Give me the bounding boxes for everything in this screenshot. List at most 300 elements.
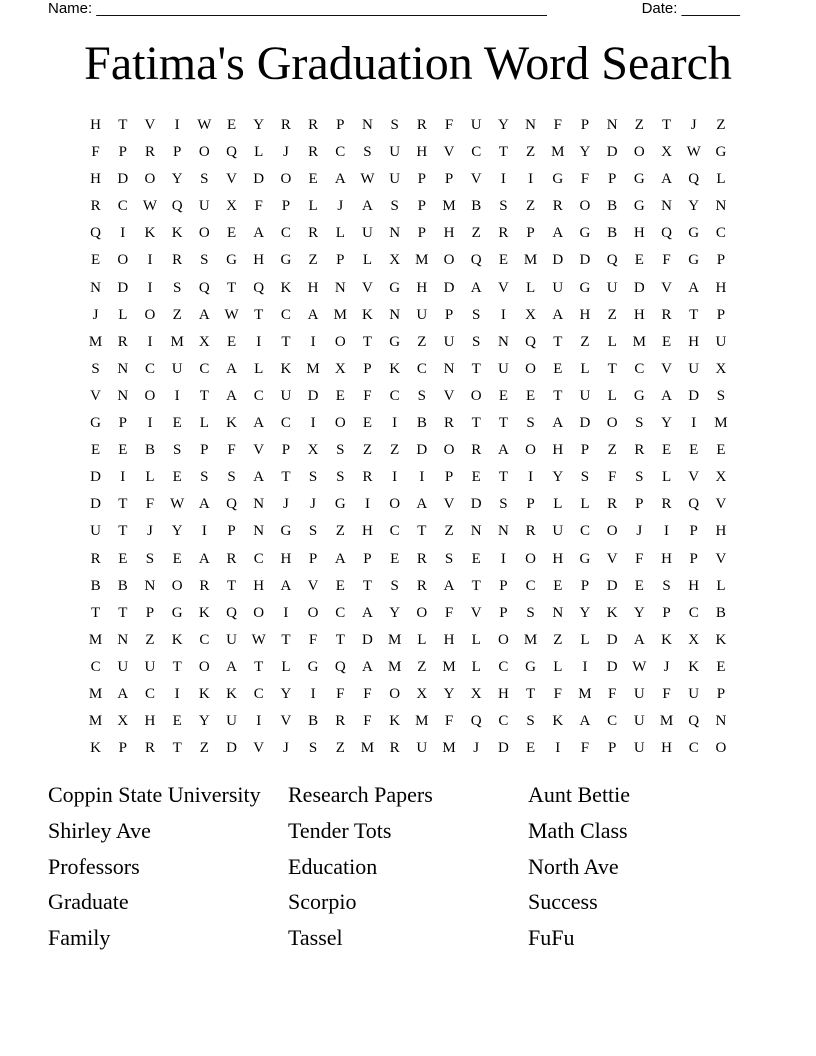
- grid-cell: F: [444, 117, 454, 133]
- word-list-item: Professors: [48, 853, 140, 879]
- grid-cell: A: [198, 496, 210, 513]
- grid-cell: P: [444, 306, 454, 323]
- grid-cell: G: [226, 252, 237, 269]
- grid-cell: I: [147, 415, 153, 432]
- grid-cell: H: [253, 252, 265, 269]
- grid-cell: P: [607, 740, 617, 757]
- grid-cell: P: [118, 740, 127, 757]
- grid-cell: R: [471, 442, 482, 459]
- grid-cell: U: [117, 658, 129, 675]
- grid-cell: K: [198, 604, 210, 621]
- grid-cell: E: [308, 171, 318, 188]
- grid-cell: L: [335, 225, 345, 242]
- grid-cell: R: [498, 225, 509, 242]
- grid-cell: S: [472, 306, 481, 323]
- grid-cell: M: [442, 198, 456, 215]
- grid-cell: C: [471, 144, 482, 161]
- grid-cell: U: [579, 387, 591, 404]
- grid-cell: A: [226, 387, 237, 404]
- grid-cell: U: [389, 171, 401, 188]
- grid-cell: E: [172, 550, 182, 567]
- grid-cell: T: [498, 469, 508, 486]
- grid-cell: I: [500, 171, 506, 188]
- grid-cell: R: [172, 252, 183, 269]
- grid-cell: P: [172, 144, 182, 161]
- grid-cell: N: [606, 117, 618, 133]
- grid-cell: U: [552, 279, 564, 296]
- grid-cell: A: [579, 713, 591, 730]
- grid-cell: T: [281, 469, 291, 486]
- grid-cell: G: [633, 171, 645, 188]
- grid-cell: S: [662, 577, 671, 594]
- grid-cell: O: [198, 144, 210, 161]
- grid-cell: C: [607, 713, 618, 730]
- grid-cell: V: [362, 279, 373, 296]
- grid-cell: F: [607, 685, 617, 702]
- grid-cell: P: [363, 550, 372, 567]
- grid-cell: H: [661, 740, 672, 757]
- grid-cell: C: [498, 713, 509, 730]
- grid-cell: O: [307, 604, 319, 621]
- grid-cell: M: [415, 713, 429, 730]
- grid-cell: R: [661, 306, 672, 323]
- grid-cell: T: [553, 387, 563, 404]
- grid-cell: S: [145, 550, 155, 567]
- grid-cell: I: [201, 523, 207, 540]
- grid-cell: W: [632, 658, 647, 675]
- grid-cell: R: [416, 577, 427, 594]
- grid-cell: Y: [661, 415, 672, 432]
- grid-cell: C: [253, 387, 264, 404]
- grid-cell: F: [363, 685, 372, 702]
- grid-cell: P: [526, 496, 535, 513]
- grid-cell: U: [688, 360, 700, 377]
- grid-cell: D: [117, 171, 129, 188]
- grid-cell: G: [280, 252, 292, 269]
- grid-cell: O: [334, 333, 346, 350]
- grid-cell: D: [307, 387, 319, 404]
- grid-cell: O: [144, 171, 156, 188]
- grid-cell: Z: [145, 631, 155, 648]
- grid-cell: D: [117, 279, 129, 296]
- grid-cell: C: [389, 387, 400, 404]
- grid-cell: A: [661, 387, 672, 404]
- grid-cell: L: [716, 577, 726, 594]
- grid-cell: V: [497, 279, 509, 296]
- grid-cell: G: [389, 279, 401, 296]
- grid-cell: O: [416, 604, 428, 621]
- grid-cell: R: [661, 496, 672, 513]
- grid-cell: K: [144, 225, 156, 242]
- grid-cell: H: [443, 225, 455, 242]
- grid-cell: M: [333, 306, 347, 323]
- grid-cell: P: [118, 144, 127, 161]
- grid-cell: A: [334, 171, 346, 188]
- grid-cell: N: [497, 523, 509, 540]
- grid-cell: E: [471, 550, 481, 567]
- grid-cell: V: [443, 387, 455, 404]
- grid-cell: P: [227, 523, 236, 540]
- grid-cell: O: [389, 685, 401, 702]
- grid-cell: S: [227, 469, 236, 486]
- grid-cell: S: [635, 469, 644, 486]
- grid-cell: L: [254, 360, 264, 377]
- grid-cell: F: [444, 604, 454, 621]
- grid-cell: A: [416, 496, 428, 513]
- grid-cell: B: [117, 577, 128, 594]
- grid-cell: C: [144, 360, 155, 377]
- grid-cell: P: [336, 252, 345, 269]
- grid-cell: L: [308, 198, 318, 215]
- grid-cell: J: [473, 740, 480, 757]
- grid-cell: X: [661, 144, 672, 161]
- grid-cell: A: [253, 225, 265, 242]
- grid-cell: C: [117, 198, 128, 215]
- grid-cell: C: [715, 225, 726, 242]
- grid-cell: H: [416, 279, 428, 296]
- grid-cell: U: [416, 740, 428, 757]
- grid-cell: P: [118, 415, 127, 432]
- grid-cell: O: [497, 631, 509, 648]
- grid-cell: Y: [389, 604, 401, 621]
- grid-cell: E: [390, 550, 400, 567]
- grid-cell: R: [389, 740, 400, 757]
- grid-cell: P: [200, 442, 209, 459]
- grid-cell: P: [363, 360, 372, 377]
- grid-cell: O: [334, 415, 346, 432]
- grid-cell: X: [715, 360, 727, 377]
- grid-cell: M: [88, 333, 103, 350]
- grid-cell: Y: [280, 685, 292, 702]
- word-list-item: Shirley Ave: [48, 817, 151, 843]
- grid-cell: P: [689, 550, 698, 567]
- grid-cell: Z: [362, 442, 373, 459]
- grid-cell: K: [688, 658, 700, 675]
- grid-cell: W: [360, 171, 375, 188]
- grid-cell: K: [606, 604, 618, 621]
- grid-cell: A: [633, 631, 645, 648]
- grid-cell: M: [88, 713, 103, 730]
- grid-cell: M: [442, 658, 456, 675]
- word-list: [48, 779, 768, 958]
- grid-cell: V: [688, 469, 700, 486]
- grid-cell: Z: [444, 523, 454, 540]
- grid-cell: U: [226, 713, 237, 730]
- grid-cell: M: [88, 685, 103, 702]
- grid-cell: S: [308, 469, 318, 486]
- grid-cell: J: [282, 740, 289, 757]
- grid-cell: F: [580, 740, 590, 757]
- grid-cell: F: [145, 496, 155, 513]
- grid-cell: T: [226, 279, 237, 296]
- grid-cell: Y: [171, 523, 183, 540]
- grid-cell: N: [552, 604, 564, 621]
- grid-cell: E: [362, 415, 373, 432]
- grid-cell: A: [226, 658, 237, 675]
- grid-cell: U: [443, 333, 455, 350]
- grid-cell: G: [579, 279, 591, 296]
- grid-cell: V: [715, 550, 727, 567]
- grid-cell: J: [663, 658, 670, 675]
- grid-cell: Q: [661, 225, 672, 242]
- grid-cell: M: [714, 415, 728, 432]
- grid-cell: F: [336, 685, 345, 702]
- grid-cell: T: [254, 306, 264, 323]
- grid-cell: I: [256, 713, 262, 730]
- grid-cell: G: [715, 144, 727, 161]
- grid-cell: H: [280, 550, 292, 567]
- grid-cell: P: [308, 550, 318, 567]
- grid-cell: R: [552, 198, 563, 215]
- grid-cell: K: [552, 713, 564, 730]
- grid-cell: S: [363, 144, 372, 161]
- grid-cell: L: [281, 658, 291, 675]
- grid-cell: A: [198, 306, 210, 323]
- grid-cell: I: [500, 306, 506, 323]
- letter-grid: [82, 112, 734, 762]
- grid-cell: T: [661, 117, 672, 133]
- grid-cell: H: [688, 333, 700, 350]
- grid-cell: W: [251, 631, 266, 648]
- grid-cell: K: [715, 631, 727, 648]
- grid-cell: U: [226, 631, 237, 648]
- grid-cell: K: [280, 279, 292, 296]
- word-list-item: Aunt Bettie: [528, 782, 631, 807]
- grid-cell: A: [362, 604, 373, 621]
- word-list-item: Research Papers: [288, 782, 433, 807]
- grid-cell: T: [362, 577, 373, 594]
- grid-cell: E: [716, 442, 726, 459]
- grid-cell: Q: [688, 496, 700, 513]
- grid-cell: A: [362, 198, 373, 215]
- grid-cell: S: [172, 442, 182, 459]
- grid-cell: J: [310, 496, 317, 513]
- grid-cell: G: [171, 604, 183, 621]
- grid-cell: P: [662, 604, 671, 621]
- grid-cell: C: [389, 523, 400, 540]
- grid-cell: U: [198, 198, 210, 215]
- grid-cell: Q: [688, 171, 700, 188]
- grid-cell: I: [582, 658, 588, 675]
- grid-cell: L: [607, 387, 617, 404]
- grid-cell: Q: [198, 279, 210, 296]
- grid-cell: Q: [226, 604, 237, 621]
- grid-cell: U: [715, 333, 727, 350]
- grid-cell: U: [90, 523, 102, 540]
- grid-cell: W: [142, 198, 158, 215]
- grid-cell: S: [499, 198, 508, 215]
- grid-cell: S: [580, 469, 590, 486]
- grid-cell: A: [688, 279, 700, 296]
- grid-cell: U: [171, 360, 183, 377]
- grid-cell: X: [470, 685, 482, 702]
- grid-cell: I: [691, 415, 697, 432]
- grid-cell: O: [470, 387, 482, 404]
- grid-cell: X: [688, 631, 700, 648]
- grid-cell: R: [362, 469, 373, 486]
- grid-cell: F: [227, 442, 236, 459]
- grid-cell: C: [90, 658, 101, 675]
- grid-cell: D: [90, 496, 102, 513]
- grid-cell: R: [308, 144, 319, 161]
- grid-cell: E: [689, 442, 699, 459]
- grid-cell: W: [686, 144, 701, 161]
- grid-cell: F: [308, 631, 318, 648]
- grid-cell: Q: [688, 713, 700, 730]
- grid-cell: A: [362, 658, 373, 675]
- grid-cell: I: [419, 469, 425, 486]
- grid-cell: P: [580, 577, 590, 594]
- word-list-item: Coppin State University: [48, 782, 261, 807]
- grid-cell: V: [307, 577, 319, 594]
- grid-cell: L: [471, 658, 481, 675]
- grid-cell: Y: [497, 117, 509, 133]
- grid-cell: S: [91, 360, 100, 377]
- grid-cell: H: [416, 144, 428, 161]
- grid-cell: H: [688, 577, 700, 594]
- grid-cell: O: [171, 577, 183, 594]
- grid-cell: Z: [390, 442, 400, 459]
- grid-cell: M: [523, 631, 538, 648]
- grid-cell: T: [118, 604, 128, 621]
- grid-cell: D: [416, 442, 428, 459]
- date-field-label: Date: _______: [641, 0, 740, 17]
- grid-cell: P: [417, 198, 427, 215]
- grid-cell: K: [226, 415, 237, 432]
- grid-cell: G: [389, 333, 401, 350]
- grid-cell: I: [555, 740, 561, 757]
- grid-cell: E: [335, 387, 345, 404]
- grid-cell: K: [90, 740, 102, 757]
- grid-cell: R: [444, 415, 455, 432]
- grid-cell: L: [118, 306, 128, 323]
- grid-cell: Q: [470, 713, 482, 730]
- grid-cell: T: [335, 631, 345, 648]
- grid-cell: N: [715, 713, 727, 730]
- grid-cell: H: [715, 279, 727, 296]
- grid-cell: E: [526, 387, 536, 404]
- grid-cell: X: [715, 469, 727, 486]
- grid-cell: U: [389, 144, 401, 161]
- grid-cell: A: [552, 306, 564, 323]
- grid-cell: L: [145, 469, 155, 486]
- grid-cell: I: [392, 415, 398, 432]
- grid-cell: E: [172, 713, 182, 730]
- grid-cell: D: [552, 252, 564, 269]
- grid-cell: I: [528, 171, 534, 188]
- grid-cell: P: [417, 171, 427, 188]
- grid-cell: R: [416, 117, 427, 133]
- grid-cell: N: [497, 333, 509, 350]
- grid-cell: I: [120, 225, 126, 242]
- word-list-item: Education: [288, 853, 378, 879]
- grid-cell: Z: [580, 333, 590, 350]
- grid-cell: S: [417, 387, 427, 404]
- grid-cell: P: [716, 252, 726, 269]
- grid-cell: V: [470, 604, 482, 621]
- grid-cell: U: [633, 740, 645, 757]
- grid-cell: E: [661, 333, 672, 350]
- grid-cell: R: [308, 225, 319, 242]
- grid-cell: E: [172, 469, 182, 486]
- grid-cell: U: [552, 523, 564, 540]
- grid-cell: V: [280, 713, 292, 730]
- grid-cell: M: [415, 252, 429, 269]
- grid-cell: A: [334, 550, 346, 567]
- grid-cell: O: [389, 496, 401, 513]
- grid-cell: E: [91, 252, 101, 269]
- grid-cell: S: [390, 198, 399, 215]
- grid-cell: D: [470, 496, 482, 513]
- grid-cell: A: [280, 577, 292, 594]
- grid-cell: O: [280, 171, 292, 188]
- grid-cell: C: [525, 577, 536, 594]
- grid-cell: E: [335, 577, 345, 594]
- grid-cell: E: [91, 442, 101, 459]
- grid-cell: N: [144, 577, 156, 594]
- grid-cell: H: [307, 279, 319, 296]
- word-list-item: North Ave: [528, 853, 619, 879]
- grid-cell: J: [282, 144, 289, 161]
- grid-cell: G: [552, 171, 564, 188]
- grid-cell: P: [607, 171, 617, 188]
- grid-cell: Z: [471, 225, 481, 242]
- grid-cell: H: [253, 577, 265, 594]
- grid-cell: T: [417, 523, 427, 540]
- grid-cell: S: [390, 117, 399, 133]
- grid-cell: E: [526, 740, 536, 757]
- grid-cell: T: [689, 306, 699, 323]
- grid-cell: L: [362, 252, 373, 269]
- grid-cell: U: [416, 306, 428, 323]
- grid-cell: N: [661, 198, 672, 215]
- grid-cell: M: [387, 658, 402, 675]
- grid-cell: F: [254, 198, 263, 215]
- grid-cell: I: [174, 685, 180, 702]
- grid-cell: Q: [606, 252, 618, 269]
- grid-cell: Y: [579, 144, 591, 161]
- grid-cell: V: [443, 496, 455, 513]
- grid-cell: G: [633, 198, 645, 215]
- grid-cell: P: [526, 225, 535, 242]
- grid-cell: O: [606, 523, 618, 540]
- name-field-label: Name: ______________________________________________________: [48, 0, 547, 17]
- grid-cell: J: [690, 117, 697, 133]
- grid-cell: I: [310, 333, 316, 350]
- grid-cell: T: [526, 685, 536, 702]
- grid-cell: O: [253, 604, 265, 621]
- grid-cell: C: [688, 740, 699, 757]
- grid-cell: L: [661, 469, 672, 486]
- grid-cell: H: [90, 171, 102, 188]
- grid-cell: Q: [334, 658, 346, 675]
- grid-cell: O: [198, 658, 210, 675]
- grid-cell: K: [171, 631, 183, 648]
- grid-cell: C: [144, 685, 155, 702]
- word-list-item: FuFu: [528, 925, 575, 951]
- grid-cell: E: [553, 577, 563, 594]
- grid-cell: F: [444, 713, 454, 730]
- grid-cell: C: [280, 225, 291, 242]
- grid-cell: S: [336, 442, 345, 459]
- grid-cell: N: [117, 387, 129, 404]
- grid-cell: O: [715, 740, 727, 757]
- grid-cell: Q: [253, 279, 265, 296]
- grid-cell: T: [118, 117, 128, 133]
- grid-cell: L: [580, 360, 590, 377]
- grid-cell: Z: [335, 740, 345, 757]
- grid-cell: S: [526, 713, 535, 730]
